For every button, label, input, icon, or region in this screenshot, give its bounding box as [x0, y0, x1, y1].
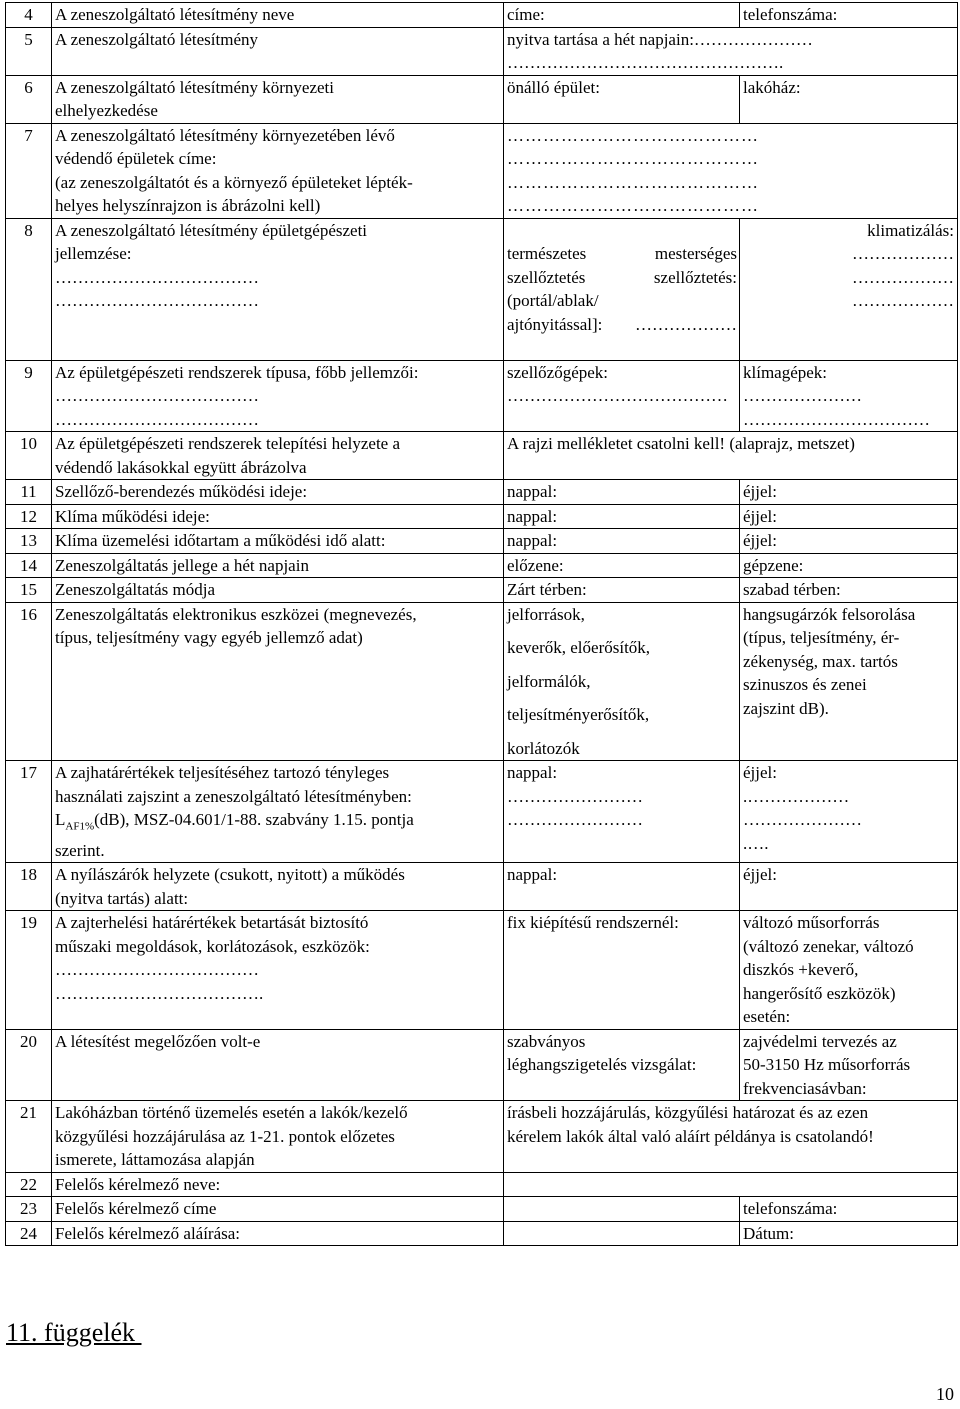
row-label: Szellőző-berendezés működési ideje:: [52, 480, 504, 505]
form-row-17: [6, 761, 958, 863]
night-field[interactable]: éjjel:: [740, 480, 958, 505]
form-row-18: [6, 863, 958, 911]
row-number: 22: [6, 1172, 52, 1197]
form-row-16: [6, 602, 958, 761]
electronic-devices-list[interactable]: [504, 602, 740, 761]
row-number: 10: [6, 432, 52, 480]
row-number: 19: [6, 911, 52, 1030]
opening-hours-field[interactable]: nyitva tartása a hét napjain:………………… ………………………………………….: [504, 27, 958, 75]
indoor-field[interactable]: Zárt térben:: [504, 578, 740, 603]
row-number: 23: [6, 1197, 52, 1222]
insulation-test-field[interactable]: szabványos léghangszigetelés vizsgálat:: [504, 1029, 740, 1101]
row-label: Klíma üzemelési időtartam a működési idő alatt:: [52, 529, 504, 554]
page-number: 10: [936, 1384, 954, 1404]
applicant-address-field[interactable]: [504, 1197, 740, 1222]
fixed-system-field[interactable]: fix kiépítésű rendszernél:: [504, 911, 740, 1030]
form-row-7: [6, 123, 958, 218]
standalone-building-field[interactable]: önálló épület:: [504, 75, 740, 123]
label-text: A zajhatárértékek teljesítéséhez tartozó tényleges használati zajszint a zeneszolgáltató létesítményben: L: [55, 763, 412, 829]
row-number: 5: [6, 27, 52, 75]
list-item: jelforrások,: [507, 604, 585, 624]
address-field[interactable]: címe:: [504, 3, 740, 28]
day-field[interactable]: nappal:: [504, 863, 740, 911]
outdoor-field[interactable]: szabad térben:: [740, 578, 958, 603]
label-text: (dB), MSZ-04.601/1-88. szabvány 1.15. pontja szerint.: [55, 810, 414, 860]
row-label: A nyílászárók helyzete (csukott, nyitott) a működés (nyitva tartás) alatt:: [52, 863, 504, 911]
row-number: 6: [6, 75, 52, 123]
ventilation-cell: [504, 218, 740, 360]
row-number: 18: [6, 863, 52, 911]
form-row-11: [6, 480, 958, 505]
air-conditioning-field[interactable]: klimatizálás: ……………… ……………… ………………: [740, 218, 958, 360]
form-row-10: [6, 432, 958, 480]
protected-buildings-field[interactable]: …………………………………… …………………………………… …………………………………… ……………………………………: [504, 123, 958, 218]
row-label: Felelős kérelmező neve:: [52, 1172, 504, 1197]
recorded-music-field[interactable]: gépzene:: [740, 553, 958, 578]
night-field[interactable]: éjjel:: [740, 529, 958, 554]
row-number: 20: [6, 1029, 52, 1101]
application-form-table: [5, 2, 958, 1246]
list-item: korlátozók: [507, 738, 580, 758]
form-row-9: [6, 360, 958, 432]
list-item: teljesítményerősítők,: [507, 705, 650, 724]
speakers-field[interactable]: hangsugárzók felsorolása (típus, teljesítmény, ér- zékenység, max. tartós szinuszos és zenei zajszint dB).: [740, 602, 958, 761]
row-number: 14: [6, 553, 52, 578]
row-label: A zeneszolgáltató létesítmény neve: [52, 3, 504, 28]
drawing-attachment-note: A rajzi mellékletet csatolni kell! (alaprajz, metszet): [504, 432, 958, 480]
row-label: Lakóházban történő üzemelés esetén a lakók/kezelő közgyűlési hozzájárulása az 1-21. pontok előzetes ismerete, láttamozása alapján: [52, 1101, 504, 1173]
row-number: 21: [6, 1101, 52, 1173]
row-label: A zeneszolgáltató létesítmény környezeti elhelyezkedése: [52, 75, 504, 123]
form-row-23: [6, 1197, 958, 1222]
night-field[interactable]: éjjel:: [740, 863, 958, 911]
live-music-field[interactable]: előzene:: [504, 553, 740, 578]
row-label: Klíma működési ideje:: [52, 504, 504, 529]
row-number: 24: [6, 1221, 52, 1246]
appendix-heading: 11. függelék: [6, 1318, 142, 1347]
row-label: A létesítést megelőzően volt-e: [52, 1029, 504, 1101]
label-subscript: AF1%: [65, 820, 95, 833]
form-row-15: [6, 578, 958, 603]
form-row-22: [6, 1172, 958, 1197]
form-row-8: [6, 218, 958, 360]
natural-ventilation-field[interactable]: természetes szellőztetés (portál/ablak/ ajtónyitással]:: [507, 244, 603, 334]
row-label: Az épületgépészeti rendszerek típusa, főbb jellemzői: ……………………………… ………………………………: [52, 360, 504, 432]
form-row-19: [6, 911, 958, 1030]
row-label: Felelős kérelmező címe: [52, 1197, 504, 1222]
row-label: Zeneszolgáltatás jellege a hét napjain: [52, 553, 504, 578]
day-field[interactable]: nappal:: [504, 529, 740, 554]
night-field[interactable]: éjjel:: [740, 504, 958, 529]
day-field[interactable]: nappal:: [504, 504, 740, 529]
form-row-13: [6, 529, 958, 554]
row-number: 4: [6, 3, 52, 28]
mechanical-ventilation-field[interactable]: mesterséges szellőztetés: ………………: [635, 244, 737, 334]
row-label: [52, 761, 504, 863]
row-label: A zeneszolgáltató létesítmény: [52, 27, 504, 75]
ac-units-field[interactable]: klímagépek: ………………… ……………………………: [740, 360, 958, 432]
form-row-6: [6, 75, 958, 123]
row-number: 16: [6, 602, 52, 761]
form-row-4: [6, 3, 958, 28]
date-field[interactable]: Dátum:: [740, 1221, 958, 1246]
form-row-5: [6, 27, 958, 75]
form-row-20: [6, 1029, 958, 1101]
row-number: 17: [6, 761, 52, 863]
row-label: A zajterhelési határértékek betartását biztosító műszaki megoldások, korlátozások, eszközök: ……………………………… ……………………………….: [52, 911, 504, 1030]
list-item: keverők, előerősítők,: [507, 638, 651, 657]
row-number: 13: [6, 529, 52, 554]
form-row-21: [6, 1101, 958, 1173]
phone-field[interactable]: telefonszáma:: [740, 3, 958, 28]
row-label: Az épületgépészeti rendszerek telepítési helyzete a védendő lakásokkal együtt ábrázolva: [52, 432, 504, 480]
row-label: Felelős kérelmező aláírása:: [52, 1221, 504, 1246]
noise-design-field[interactable]: zajvédelmi tervezés az 50-3150 Hz műsorforrás frekvenciasávban:: [740, 1029, 958, 1101]
row-number: 9: [6, 360, 52, 432]
ventilation-units-field[interactable]: szellőzőgépek: …………………………………: [504, 360, 740, 432]
row-number: 15: [6, 578, 52, 603]
night-noise-field[interactable]: éjjel: .……………… ………………… .….: [740, 761, 958, 863]
row-label: A zeneszolgáltató létesítmény épületgépészeti jellemzése: ……………………………… ………………………………: [52, 218, 504, 360]
row-number: 8: [6, 218, 52, 360]
row-label: Zeneszolgáltatás elektronikus eszközei (megnevezés, típus, teljesítmény vagy egyéb jellemző adat): [52, 602, 504, 761]
residential-building-field[interactable]: lakóház:: [740, 75, 958, 123]
day-field[interactable]: nappal:: [504, 480, 740, 505]
row-number: 11: [6, 480, 52, 505]
row-label: A zeneszolgáltató létesítmény környezetében lévő védendő épületek címe: (az zeneszolgáltatót és a környező épületeket lépték- helyes helyszínrajzon is ábrázolni kell): [52, 123, 504, 218]
applicant-name-field[interactable]: [504, 1172, 958, 1197]
row-number: 12: [6, 504, 52, 529]
consent-note: írásbeli hozzájárulás, közgyűlési határozat és az ezen kérelem lakók által való aláírt példánya is csatolandó!: [504, 1101, 958, 1173]
applicant-phone-field[interactable]: telefonszáma:: [740, 1197, 958, 1222]
row-label: Zeneszolgáltatás módja: [52, 578, 504, 603]
variable-source-field[interactable]: változó műsorforrás (változó zenekar, változó diszkós +keverő, hangerősítő eszközök) esetén:: [740, 911, 958, 1030]
form-row-12: [6, 504, 958, 529]
form-row-14: [6, 553, 958, 578]
day-noise-field[interactable]: nappal: …………………… ……………………: [504, 761, 740, 863]
list-item: jelformálók,: [507, 671, 591, 691]
signature-field[interactable]: [504, 1221, 740, 1246]
form-row-24: [6, 1221, 958, 1246]
row-number: 7: [6, 123, 52, 218]
